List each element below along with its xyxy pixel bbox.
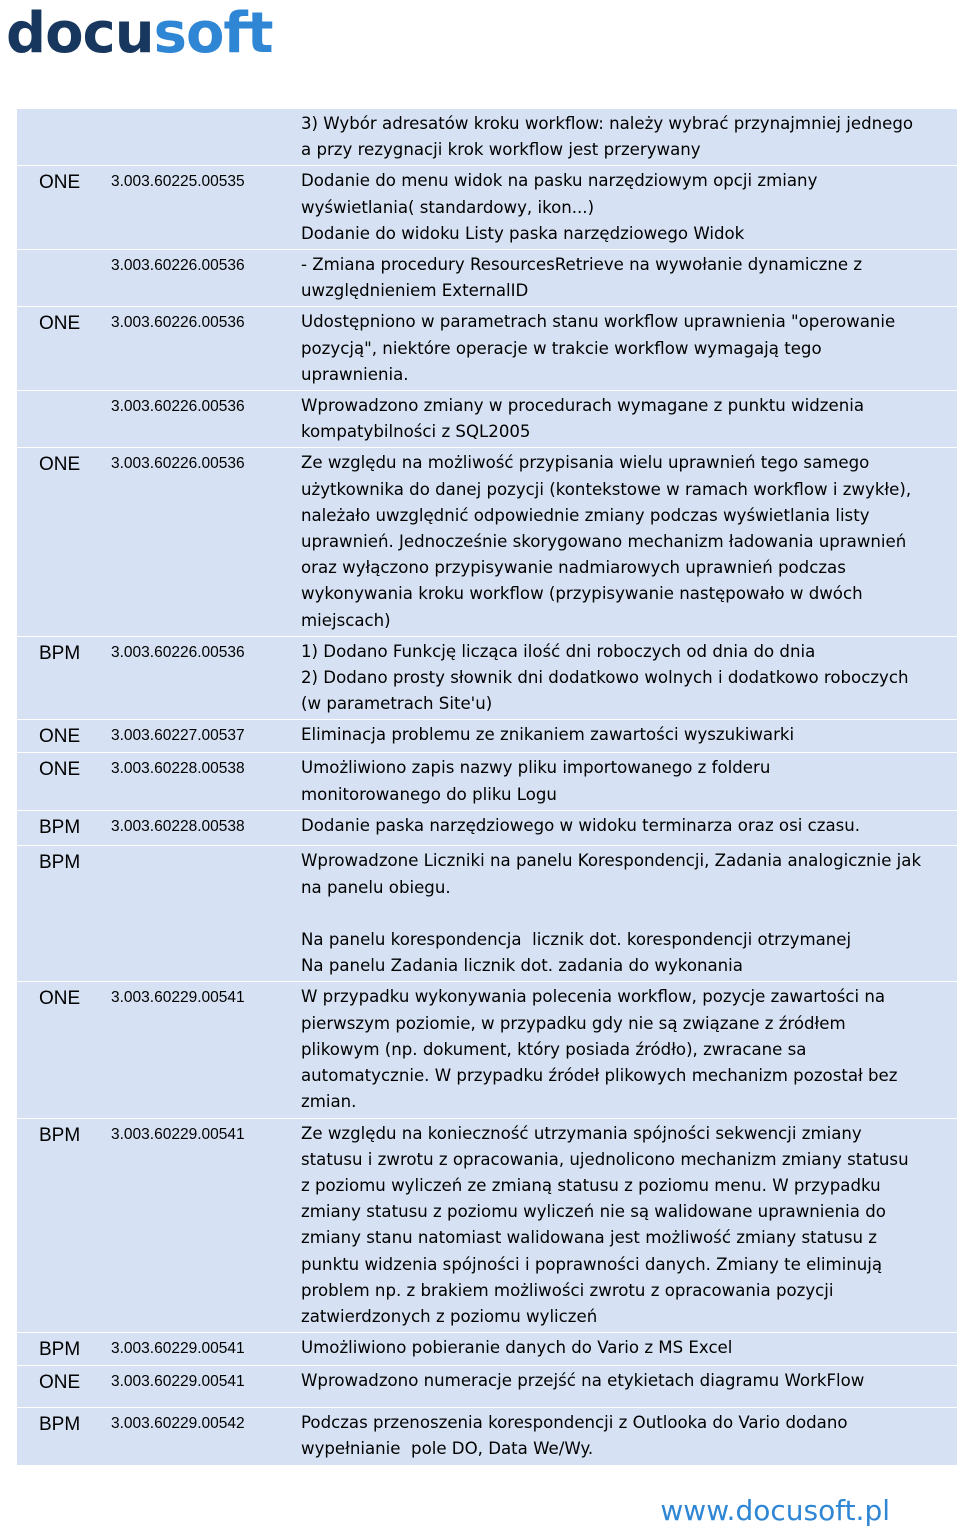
footer-url: www.docusoft.pl — [660, 1494, 890, 1527]
description-text: W przypadku wykonywania polecenia workflow, pozycje zawartości na pierwszym poziomie, w przypadku gdy nie są związane z źródłem plikowym (np. dokument, który posiada źródło), zwracane sa automatycznie. W przypadku źródeł plikowych mechanizm pozostał bez zmian. — [301, 987, 898, 1112]
app-label: ONE — [39, 313, 81, 335]
version-label: 3.003.60226.00536 — [111, 398, 245, 416]
row-cell — [17, 448, 958, 636]
row-cell — [17, 250, 958, 307]
version-label: 3.003.60229.00541 — [111, 1373, 245, 1391]
logo-text-soft: soft — [153, 1, 273, 66]
version-label: 3.003.60226.00536 — [111, 257, 245, 275]
app-label: BPM — [39, 1124, 81, 1146]
version-label: 3.003.60229.00541 — [111, 989, 245, 1007]
app-label: ONE — [39, 726, 81, 748]
description-text: 1) Dodano Funkcję licząca ilość dni roboczych od dnia do dnia 2) Dodano prosty słownik dni dodatkowo wolnych i dodatkowo roboczych (w parametrach Site'u) — [301, 641, 909, 714]
row-cell — [17, 1366, 958, 1408]
description-text: Wprowadzono numeracje przejść na etykietach diagramu WorkFlow — [301, 1371, 865, 1391]
app-label: BPM — [39, 817, 81, 839]
table-row — [17, 982, 958, 1118]
app-label: ONE — [39, 759, 81, 781]
app-label: BPM — [39, 642, 81, 664]
description-text: 3) Wybór adresatów kroku workflow: należy wybrać przynajmniej jednego a przy rezygnacji krok workflow jest przerywany — [301, 114, 914, 160]
table-row — [17, 391, 958, 448]
app-label: ONE — [39, 1372, 81, 1394]
table-row — [17, 448, 958, 636]
description-text: Dodanie do menu widok na pasku narzędziowym opcji zmiany wyświetlania( standardowy, ikon...) Dodanie do widoku Listy paska narzędziowego Widok — [301, 171, 818, 243]
row-cell — [17, 982, 958, 1118]
version-label: 3.003.60229.00541 — [111, 1125, 245, 1143]
version-label: 3.003.60226.00536 — [111, 643, 245, 661]
table-row — [17, 1333, 958, 1366]
app-label: BPM — [39, 1414, 81, 1436]
app-label: ONE — [39, 988, 81, 1010]
app-label: BPM — [39, 852, 81, 874]
row-cell — [17, 1333, 958, 1366]
table-row — [17, 1408, 958, 1465]
row-cell — [17, 636, 958, 720]
version-label: 3.003.60225.00535 — [111, 173, 245, 191]
version-label: 3.003.60227.00537 — [111, 727, 245, 745]
description-text: Umożliwiono pobieranie danych do Vario z MS Excel — [301, 1338, 733, 1358]
row-cell — [17, 753, 958, 811]
description-text: Ze względu na możliwość przypisania wielu uprawnień tego samego użytkownika do danej pozycji (kontekstowe w ramach workflow i zwykłe), należało uwzględnić odpowiednie zmiany podczas wyświetlania listy uprawnień. Jednocześnie skorygowano mechanizm ładowania uprawnień oraz wyłączono przypisywanie nadmiarowych uprawnień podczas wykonywania kroku workflow (przypisywanie następowało w dwóch miejscach) — [301, 453, 912, 630]
row-cell — [17, 166, 958, 250]
description-text: - Zmiana procedury ResourcesRetrieve na wywołanie dynamiczne z uwzględnieniem ExternalID — [301, 255, 863, 301]
table-row — [17, 720, 958, 753]
row-cell — [17, 1408, 958, 1465]
description-text: Dodanie paska narzędziowego w widoku terminarza oraz osi czasu. — [301, 816, 861, 836]
table-row — [17, 109, 958, 166]
version-label: 3.003.60226.00536 — [111, 455, 245, 473]
version-label: 3.003.60229.00542 — [111, 1415, 245, 1433]
description-text: Wprowadzono zmiany w procedurach wymagane z punktu widzenia kompatybilności z SQL2005 — [301, 396, 864, 442]
row-cell — [17, 307, 958, 391]
row-cell — [17, 846, 958, 982]
table-row — [17, 250, 958, 307]
table-row — [17, 307, 958, 391]
row-cell — [17, 391, 958, 448]
description-text: Udostępniono w parametrach stanu workflow uprawnienia "operowanie pozycją", niektóre operacje w trakcie workflow wymagają tego uprawnienia. — [301, 312, 896, 384]
description-text: Ze względu na konieczność utrzymania spójności sekwencji zmiany statusu i zwrotu z opracowania, ujednolicono mechanizm zmiany statusu z poziomu wyliczeń ze zmianą statusu z poziomu menu. W przypadku zmiany statusu z poziomu wyliczeń nie są walidowane uprawnienia do zmiany stanu natomiast walidowana jest możliwość zmiany statusu z punktu widzenia spójności i poprawności danych. Zmiany te eliminują problem np. z brakiem możliwości zwrotu z opracowania pozycji zatwierdzonych z poziomu wyliczeń — [301, 1123, 909, 1326]
changelog-table — [16, 108, 958, 1466]
row-cell — [17, 811, 958, 846]
version-label: 3.003.60228.00538 — [111, 760, 245, 778]
app-label: BPM — [39, 1339, 81, 1361]
app-label: ONE — [39, 454, 81, 476]
row-cell — [17, 109, 958, 166]
description-text: Umożliwiono zapis nazwy pliku importowanego z folderu monitorowanego do pliku Logu — [301, 758, 771, 804]
table-row — [17, 636, 958, 720]
version-label: 3.003.60229.00541 — [111, 1340, 245, 1358]
table-row — [17, 811, 958, 846]
table-row — [17, 1366, 958, 1408]
docusoft-logo — [6, 1, 273, 66]
description-text: Eliminacja problemu ze znikaniem zawartości wyszukiwarki — [301, 725, 795, 745]
version-label: 3.003.60226.00536 — [111, 314, 245, 332]
table-row — [17, 1118, 958, 1333]
table-row — [17, 166, 958, 250]
version-label: 3.003.60228.00538 — [111, 818, 245, 836]
description-text: Wprowadzone Liczniki na panelu Korespondencji, Zadania analogicznie jak na panelu obiegu. Na panelu korespondencja licznik dot. korespondencji otrzymanej Na panelu Zadania licznik dot. zadania do wykonania — [301, 851, 922, 976]
table-row — [17, 846, 958, 982]
row-cell — [17, 1118, 958, 1333]
logo-text-docu: docu — [6, 1, 154, 66]
app-label: ONE — [39, 172, 81, 194]
changelog-rows — [17, 109, 958, 1466]
row-cell — [17, 720, 958, 753]
table-row — [17, 753, 958, 811]
description-text: Podczas przenoszenia korespondencji z Outlooka do Vario dodano wypełnianie pole DO, Data We/Wy. — [301, 1413, 848, 1459]
